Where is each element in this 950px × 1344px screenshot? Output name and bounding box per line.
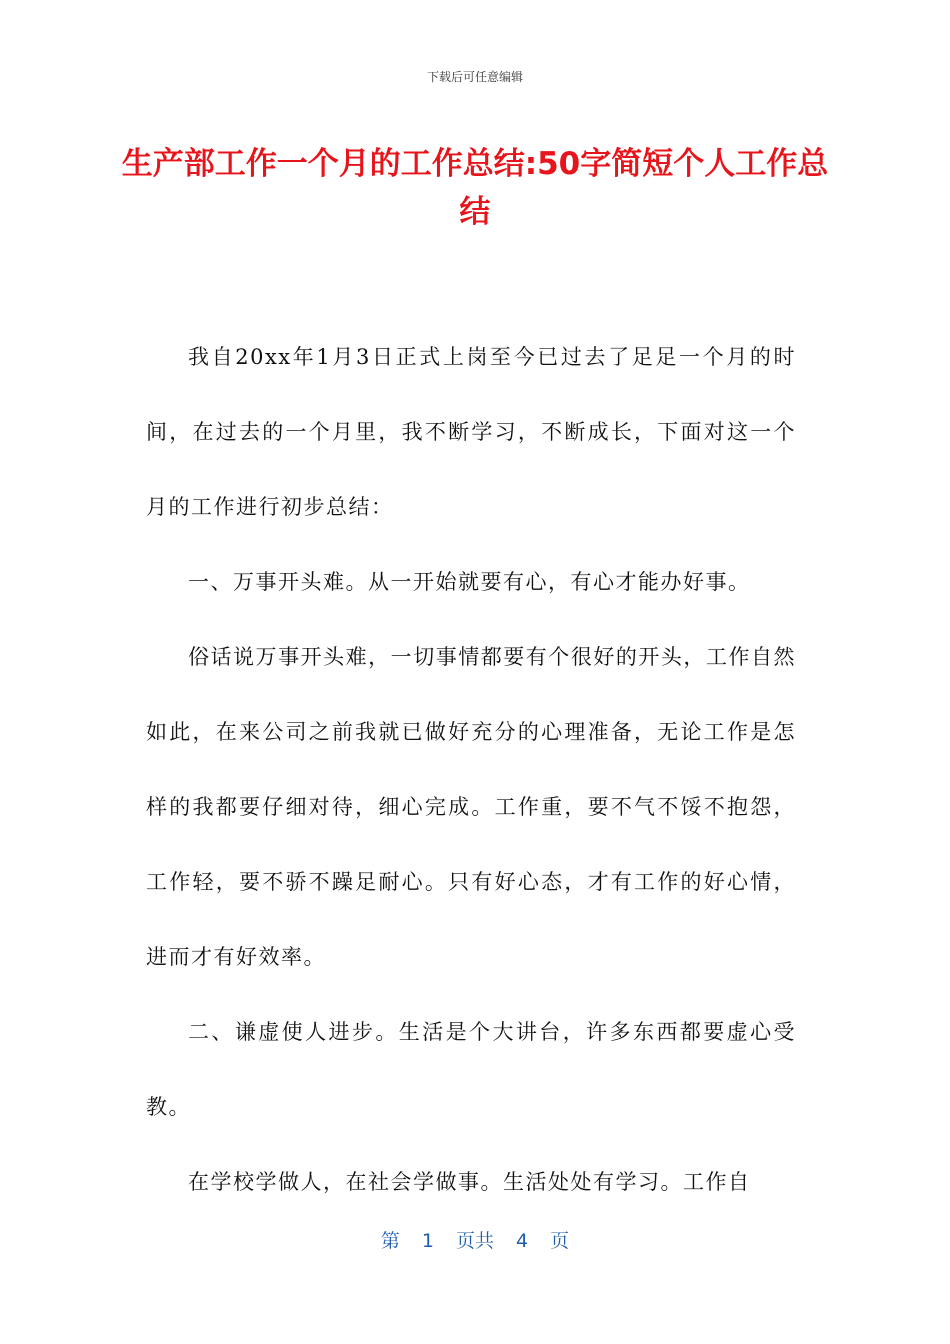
paragraph: 我自20xx年1月3日正式上岗至今已过去了足足一个月的时间，在过去的一个月里，我不断学习，不断成长，下面对这一个月的工作进行初步总结： xyxy=(146,345,796,519)
page-label-prefix: 第 xyxy=(380,1230,400,1252)
document-body xyxy=(146,320,796,1220)
paragraph: 一、万事开头难。从一开始就要有心，有心才能办好事。 xyxy=(188,570,751,594)
document-title: 生产部工作一个月的工作总结:50字简短个人工作总结 xyxy=(121,146,829,230)
paragraph: 二、谦虚使人进步。生活是个大讲台，许多东西都要虚心受教。 xyxy=(146,1020,796,1119)
paragraph: 在学校学做人，在社会学做事。生活处处有学习。工作自 xyxy=(188,1170,751,1194)
header-note: 下载后可任意编辑 xyxy=(426,70,523,84)
page-footer xyxy=(0,1226,950,1253)
paragraph: 俗话说万事开头难，一切事情都要有个很好的开头，工作自然如此，在来公司之前我就已做好充分的心理准备，无论工作是怎样的我都要仔细对待，细心完成。工作重，要不气不馁不抱怨，工作轻，要不骄不躁足耐心。只有好心态，才有工作的好心情，进而才有好效率。 xyxy=(146,645,796,969)
page-label-suffix: 页 xyxy=(550,1230,570,1252)
page-number: 1 xyxy=(421,1230,434,1252)
page-total: 4 xyxy=(516,1230,529,1252)
page-label-middle: 页共 xyxy=(455,1230,494,1252)
